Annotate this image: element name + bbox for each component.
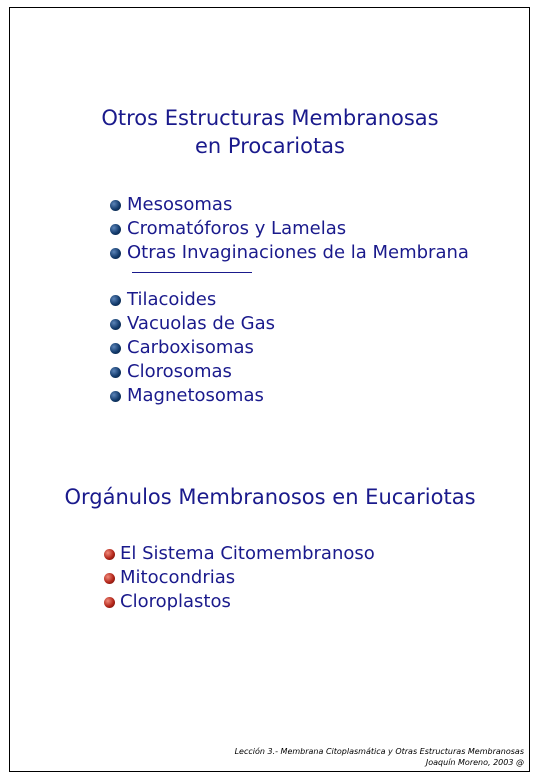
procariotas-list-a	[110, 193, 469, 265]
list-item-label: Magnetosomas	[127, 385, 264, 406]
list-item-label: Vacuolas de Gas	[127, 313, 275, 334]
list-item	[110, 336, 275, 360]
list-item	[104, 566, 375, 590]
blue-ball-bullet-icon	[110, 200, 121, 211]
list-item-label: Clorosomas	[127, 361, 232, 382]
blue-ball-bullet-icon	[110, 248, 121, 259]
blue-ball-bullet-icon	[110, 391, 121, 402]
footer-author: Joaquín Moreno, 2003 @	[425, 758, 524, 767]
list-item-label: Otras Invaginaciones de la Membrana	[127, 242, 469, 263]
list-item-label: El Sistema Citomembranoso	[120, 543, 375, 564]
divider	[132, 272, 252, 273]
list-item	[110, 217, 469, 241]
list-item	[110, 288, 275, 312]
list-item-label: Mesosomas	[127, 194, 233, 215]
red-ball-bullet-icon	[104, 549, 115, 560]
list-item	[110, 241, 469, 265]
eucariotas-list	[104, 542, 375, 614]
list-item-label: Mitocondrias	[120, 567, 236, 588]
list-item-label: Cloroplastos	[120, 591, 231, 612]
procariotas-title	[0, 104, 540, 160]
eucariotas-title: Orgánulos Membranosos en Eucariotas	[64, 485, 476, 509]
footer-lesson: Lección 3.- Membrana Citoplasmática y Otras Estructuras Membranosas	[234, 747, 524, 756]
list-item-label: Carboxisomas	[127, 337, 254, 358]
blue-ball-bullet-icon	[110, 343, 121, 354]
list-item	[110, 312, 275, 336]
procariotas-list-b	[110, 288, 275, 408]
list-item-label: Tilacoides	[127, 289, 217, 310]
blue-ball-bullet-icon	[110, 295, 121, 306]
list-item	[110, 193, 469, 217]
red-ball-bullet-icon	[104, 597, 115, 608]
list-item-label: Cromatóforos y Lamelas	[127, 218, 347, 239]
list-item	[110, 384, 275, 408]
list-item	[104, 542, 375, 566]
list-item	[110, 360, 275, 384]
list-item	[104, 590, 375, 614]
procariotas-title-line2: en Procariotas	[195, 134, 345, 158]
procariotas-title-line1: Otros Estructuras Membranosas	[101, 106, 439, 130]
blue-ball-bullet-icon	[110, 319, 121, 330]
blue-ball-bullet-icon	[110, 224, 121, 235]
red-ball-bullet-icon	[104, 573, 115, 584]
blue-ball-bullet-icon	[110, 367, 121, 378]
